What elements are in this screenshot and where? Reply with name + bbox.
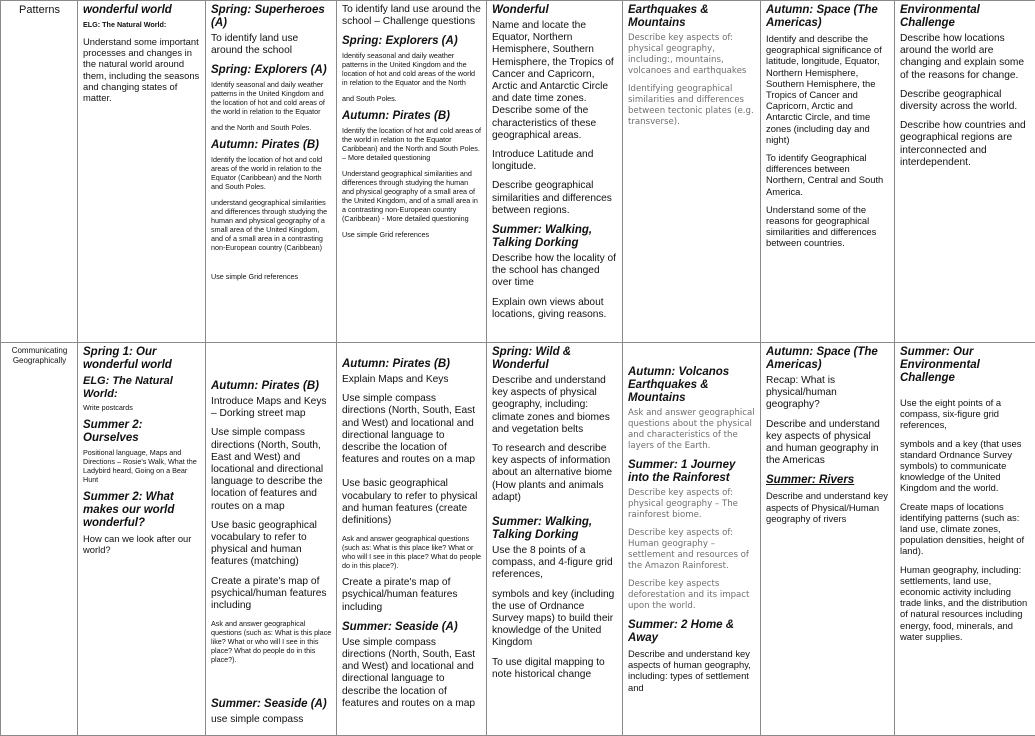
- unit-heading: Autumn: Pirates (B): [342, 110, 482, 123]
- paragraph: Describe and understand key aspects of human geography, including: types of settlement and: [628, 648, 756, 693]
- paragraph: Use simple compass directions (North, South, East and West) and locational and directional language to describe the location of features and routes on a map: [342, 637, 482, 710]
- paragraph: Ask and answer geographical questions about the physical and characteristics of the layers of the Earth.: [628, 408, 756, 452]
- paragraph: Positional language, Maps and Directions – Rosie's Walk, What the Ladybird heard, Going on a Bear Hunt: [83, 448, 201, 484]
- unit-heading: Autumn: Pirates (B): [211, 139, 332, 152]
- paragraph: Use the 8 points of a compass, and 4-figure grid references,: [492, 545, 618, 582]
- row-label: Communicating Geographically: [1, 343, 78, 736]
- paragraph: Use basic geographical vocabulary to refer to physical and human features (create definitions): [342, 478, 482, 527]
- cell-year-4: [623, 343, 761, 736]
- cell-year-6: [895, 1, 1035, 343]
- paragraph: Create a pirate's map of psychical/human features including: [211, 576, 332, 613]
- paragraph: Describe geographical similarities and differences between regions.: [492, 180, 618, 217]
- goal-heading: ELG: The Natural World:: [83, 375, 201, 401]
- paragraph: Create maps of locations identifying patterns (such as: land use, climate zones, population densities, height of land).: [900, 501, 1031, 557]
- paragraph: To use digital mapping to note historical change: [492, 657, 618, 681]
- unit-heading: Summer: Rivers: [766, 474, 890, 487]
- unit-heading: Spring: Wild & Wonderful: [492, 346, 618, 372]
- cell-year-4: [623, 1, 761, 343]
- unit-heading: Summer: Walking, Talking Dorking: [492, 516, 618, 542]
- paragraph: Describe how locations around the world are changing and explain some of the reasons for change.: [900, 33, 1031, 82]
- cell-year-5: [761, 343, 895, 736]
- paragraph: and South Poles.: [342, 94, 482, 103]
- paragraph: Identify the location of hot and cold areas of the world in relation to the Equator (Caribbean) and the North and South Poles.: [211, 155, 332, 191]
- paragraph: and the North and South Poles.: [211, 123, 332, 132]
- cell-content: [900, 4, 1031, 340]
- paragraph: use simple compass: [211, 714, 332, 726]
- unit-heading: wonderful world: [83, 4, 201, 17]
- row-label: Patterns: [1, 1, 78, 343]
- paragraph: Use simple Grid references: [211, 272, 332, 281]
- goal-heading: ELG: The Natural World:: [83, 20, 201, 29]
- cell-content: [628, 346, 756, 733]
- table-row: [1, 1, 1035, 343]
- paragraph: understand geographical similarities and differences through studying the human and physical geography of a small area of the United Kingdom, and of a small area in a contrasting non-European country (Caribbean): [211, 198, 332, 252]
- cell-year-2: [337, 343, 487, 736]
- unit-heading: Summer: Our Environmental Challenge: [900, 346, 1031, 385]
- paragraph: Describe geographical diversity across the world.: [900, 89, 1031, 113]
- paragraph: To identify Geographical differences between Northern, Central and South America.: [766, 152, 890, 197]
- paragraph: Describe key aspects deforestation and its impact upon the world.: [628, 579, 756, 612]
- cell-content: [83, 4, 201, 340]
- cell-year-2: [337, 1, 487, 343]
- unit-heading: Autumn: Volcanos Earthquakes & Mountains: [628, 366, 756, 405]
- cell-year-1: [206, 343, 337, 736]
- cell-content: [211, 4, 332, 340]
- cell-reception: [78, 343, 206, 736]
- paragraph: Use basic geographical vocabulary to refer to physical and human features (matching): [211, 520, 332, 569]
- paragraph: Describe and understand key aspects of Physical/Human geography of rivers: [766, 490, 890, 524]
- cell-year-5: [761, 1, 895, 343]
- cell-year-3: [487, 343, 623, 736]
- paragraph: Describe and understand key aspects of physical geography, including: climate zones and biomes and vegetation belts: [492, 375, 618, 436]
- paragraph: Ask and answer geographical questions (such as: What is this place like? What or who will I see in this place? What do people do in this place?).: [211, 619, 332, 664]
- paragraph: Understand some important processes and changes in the natural world around them, including the seasons and changing states of matter.: [83, 36, 201, 103]
- unit-heading: Spring: Explorers (A): [342, 35, 482, 48]
- paragraph: Identifying geographical similarities and differences between tectonic plates (e.g. transverse).: [628, 84, 756, 128]
- cell-reception: [78, 1, 206, 343]
- paragraph: Understand geographical similarities and differences through studying the human and physical geography of a small area of the United Kingdom, and of a small area in a contrasting non-European country (Caribbean) - More detailed questioning: [342, 169, 482, 223]
- unit-heading: Spring 1: Our wonderful world: [83, 346, 201, 372]
- cell-content: [211, 346, 332, 733]
- unit-heading: Summer: 1 Journey into the Rainforest: [628, 459, 756, 485]
- unit-heading: Spring: Explorers (A): [211, 64, 332, 77]
- paragraph: Name and locate the Equator, Northern Hemisphere, Southern Hemisphere, the Tropics of Cancer and Capricorn, Arctic and Antarctic Circle and date time zones. Describe some of the characteristics of these geographical areas.: [492, 20, 618, 142]
- unit-heading: Autumn: Space (The Americas): [766, 346, 890, 372]
- table-row: [1, 343, 1035, 736]
- unit-heading: Autumn: Space (The Americas): [766, 4, 890, 30]
- cell-content: [492, 4, 618, 340]
- cell-content: [83, 346, 201, 733]
- paragraph: Use simple compass directions (North, South, East and West) and locational and directional language to describe the location of features and routes on a map: [211, 427, 332, 512]
- cell-content: [766, 346, 890, 733]
- paragraph: Describe how the locality of the school has changed over time: [492, 253, 618, 290]
- unit-heading: Spring: Superheroes (A): [211, 4, 332, 30]
- paragraph: Describe how countries and geographical regions are interconnected and interdependent.: [900, 120, 1031, 169]
- paragraph: Identify and describe the geographical significance of latitude, longitude, Equator, Northern Hemisphere, Southern Hemisphere, the Tropics of Cancer and Capricorn, Arctic and Antarctic Circle, and time zones (including day and night): [766, 33, 890, 145]
- cell-content: [342, 4, 482, 340]
- cell-content: [342, 346, 482, 733]
- cell-year-6: [895, 343, 1035, 736]
- paragraph: Use simple Grid references: [342, 230, 482, 239]
- paragraph: symbols and a key (that uses standard Ordnance Survey symbols) to communicate knowledge of the United Kingdom and the world.: [900, 438, 1031, 494]
- paragraph: Explain own views about locations, giving reasons.: [492, 297, 618, 321]
- cell-year-1: [206, 1, 337, 343]
- unit-heading: Summer 2: Ourselves: [83, 419, 201, 445]
- paragraph: How can we look after our world?: [83, 533, 201, 555]
- paragraph: Explain Maps and Keys: [342, 374, 482, 386]
- cell-content: [900, 346, 1031, 733]
- unit-heading: Summer: Seaside (A): [342, 621, 482, 634]
- paragraph: Identify seasonal and daily weather patterns in the United Kingdom and the location of hot and cold areas of the world in relation to the Equator: [211, 80, 332, 116]
- unit-heading: Autumn: Pirates (B): [211, 380, 332, 393]
- paragraph: Recap: What is physical/human geography?: [766, 375, 890, 412]
- paragraph: To identify land use around the school: [211, 33, 332, 57]
- paragraph: Identify the location of hot and cold areas of the world in relation to the Equator Caribbean) and the North and South Poles. – More detailed questioning: [342, 126, 482, 162]
- paragraph: Describe key aspects of: physical geography – The rainforest biome.: [628, 488, 756, 521]
- paragraph: To research and describe key aspects of information about an alternative biome (How plants and animals adapt): [492, 443, 618, 504]
- unit-heading: Summer: 2 Home & Away: [628, 619, 756, 645]
- cell-year-3: [487, 1, 623, 343]
- paragraph: Understand some of the reasons for geographical similarities and differences between countries.: [766, 204, 890, 249]
- paragraph: symbols and key (including the use of Ordnance Survey maps) to build their knowledge of the United Kingdom: [492, 589, 618, 650]
- unit-heading: Wonderful: [492, 4, 618, 17]
- paragraph: Describe key aspects of: physical geography, including:, mountains, volcanoes and earthquakes: [628, 33, 756, 77]
- paragraph: Identify seasonal and daily weather patterns in the United Kingdom and the location of hot and cold areas of the world in relation to the Equator and the North: [342, 51, 482, 87]
- paragraph: Introduce Latitude and longitude.: [492, 149, 618, 173]
- paragraph: Use the eight points of a compass, six-figure grid references,: [900, 397, 1031, 431]
- unit-heading: Environmental Challenge: [900, 4, 1031, 30]
- unit-heading: Earthquakes & Mountains: [628, 4, 756, 30]
- unit-heading: Summer: Seaside (A): [211, 698, 332, 711]
- cell-content: [492, 346, 618, 733]
- unit-heading: Summer: Walking, Talking Dorking: [492, 224, 618, 250]
- paragraph: To identify land use around the school – Challenge questions: [342, 4, 482, 28]
- cell-content: [628, 4, 756, 340]
- paragraph: Human geography, including: settlements, land use, economic activity including trade links, and the distribution of natural resources including energy, food, minerals, and water supplies.: [900, 564, 1031, 642]
- paragraph: Describe and understand key aspects of physical and human geography in the Americas: [766, 419, 890, 468]
- unit-heading: Summer 2: What makes our world wonderful?: [83, 491, 201, 530]
- paragraph: Write postcards: [83, 403, 201, 412]
- paragraph: Use simple compass directions (North, South, East and West) and locational and directional language to describe the location of features and routes on a map: [342, 393, 482, 466]
- paragraph: Describe key aspects of: Human geography – settlement and resources of the Amazon Rainforest.: [628, 528, 756, 572]
- cell-content: [766, 4, 890, 340]
- unit-heading: Autumn: Pirates (B): [342, 358, 482, 371]
- paragraph: Introduce Maps and Keys – Dorking street map: [211, 396, 332, 420]
- paragraph: Ask and answer geographical questions (such as: What is this place like? What or who will I see in this place? What do people do in this place?).: [342, 534, 482, 570]
- paragraph: Create a pirate's map of psychical/human features including: [342, 577, 482, 614]
